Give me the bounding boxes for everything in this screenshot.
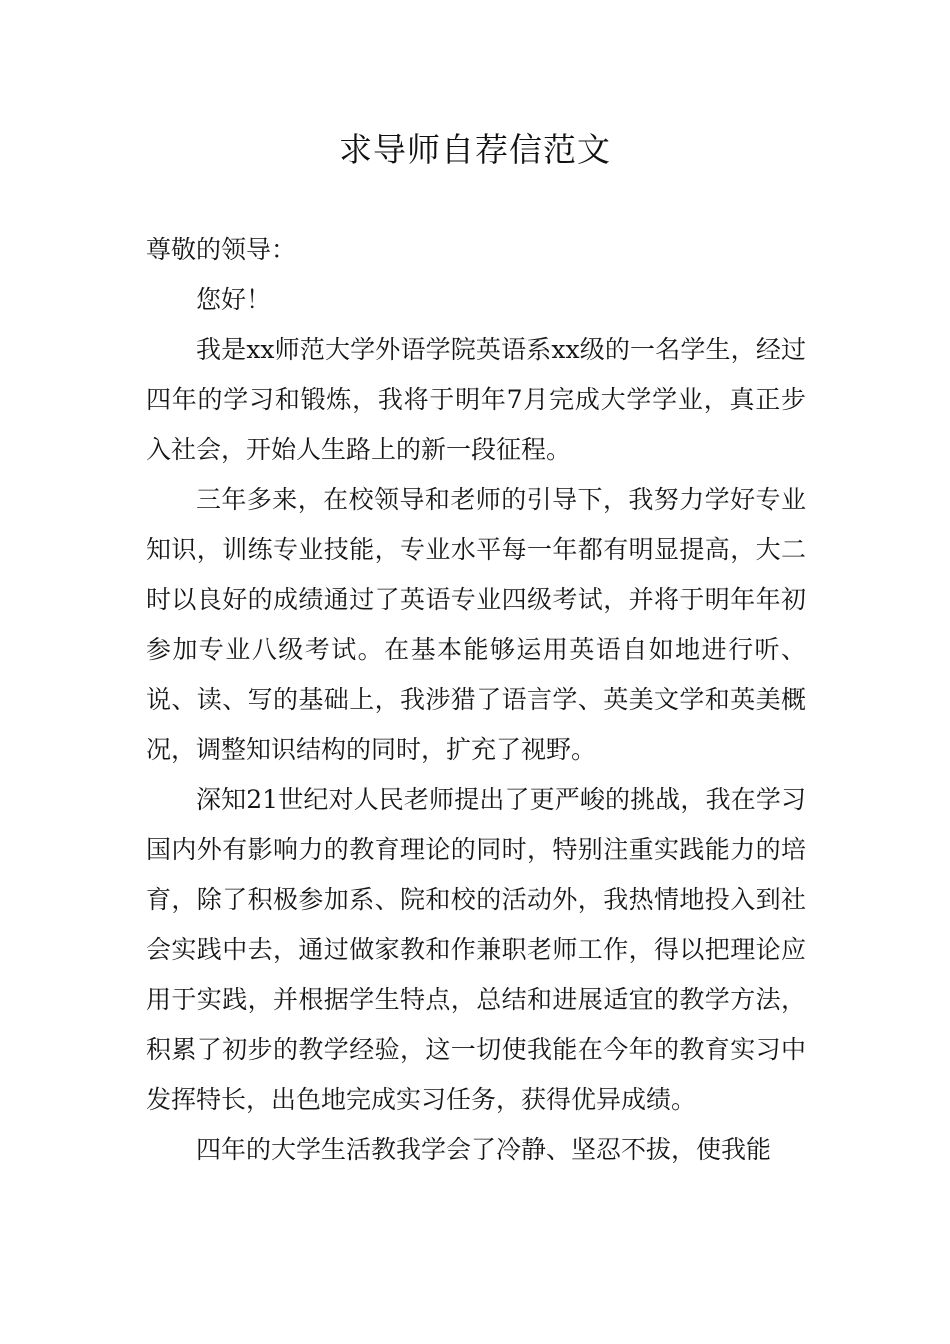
paragraph: 我是xx师范大学外语学院英语系xx级的一名学生，经过四年的学习和锻炼，我将于明年7月完成大学学业，真正步入社会，开始人生路上的新一段征程。 bbox=[146, 335, 806, 464]
salutation: 尊敬的领导： bbox=[146, 235, 297, 264]
paragraph: 四年的大学生活教我学会了冷静、坚忍不拔，使我能 bbox=[196, 1135, 772, 1164]
document-title: 求导师自荐信范文 bbox=[339, 130, 611, 169]
paragraph: 三年多来，在校领导和老师的引导下，我努力学好专业知识，训练专业技能，专业水平每一年都有明显提高，大二时以良好的成绩通过了英语专业四级考试，并将于明年年初参加专业八级考试。在基本能够运用英语自如地进行听、说、读、写的基础上，我涉猎了语言学、英美文学和英美概况，调整知识结构的同时，扩充了视野。 bbox=[146, 485, 806, 764]
letter-body bbox=[146, 225, 806, 1175]
greeting: 您好！ bbox=[196, 285, 272, 314]
paragraph: 深知21世纪对人民老师提出了更严峻的挑战，我在学习国内外有影响力的教育理论的同时，特别注重实践能力的培育，除了积极参加系、院和校的活动外，我热情地投入到社会实践中去，通过做家教和作兼职老师工作，得以把理论应用于实践，并根据学生特点，总结和进展适宜的教学方法，积累了初步的教学经验，这一切使我能在今年的教育实习中发挥特长，出色地完成实习任务，获得优异成绩。 bbox=[146, 785, 806, 1114]
